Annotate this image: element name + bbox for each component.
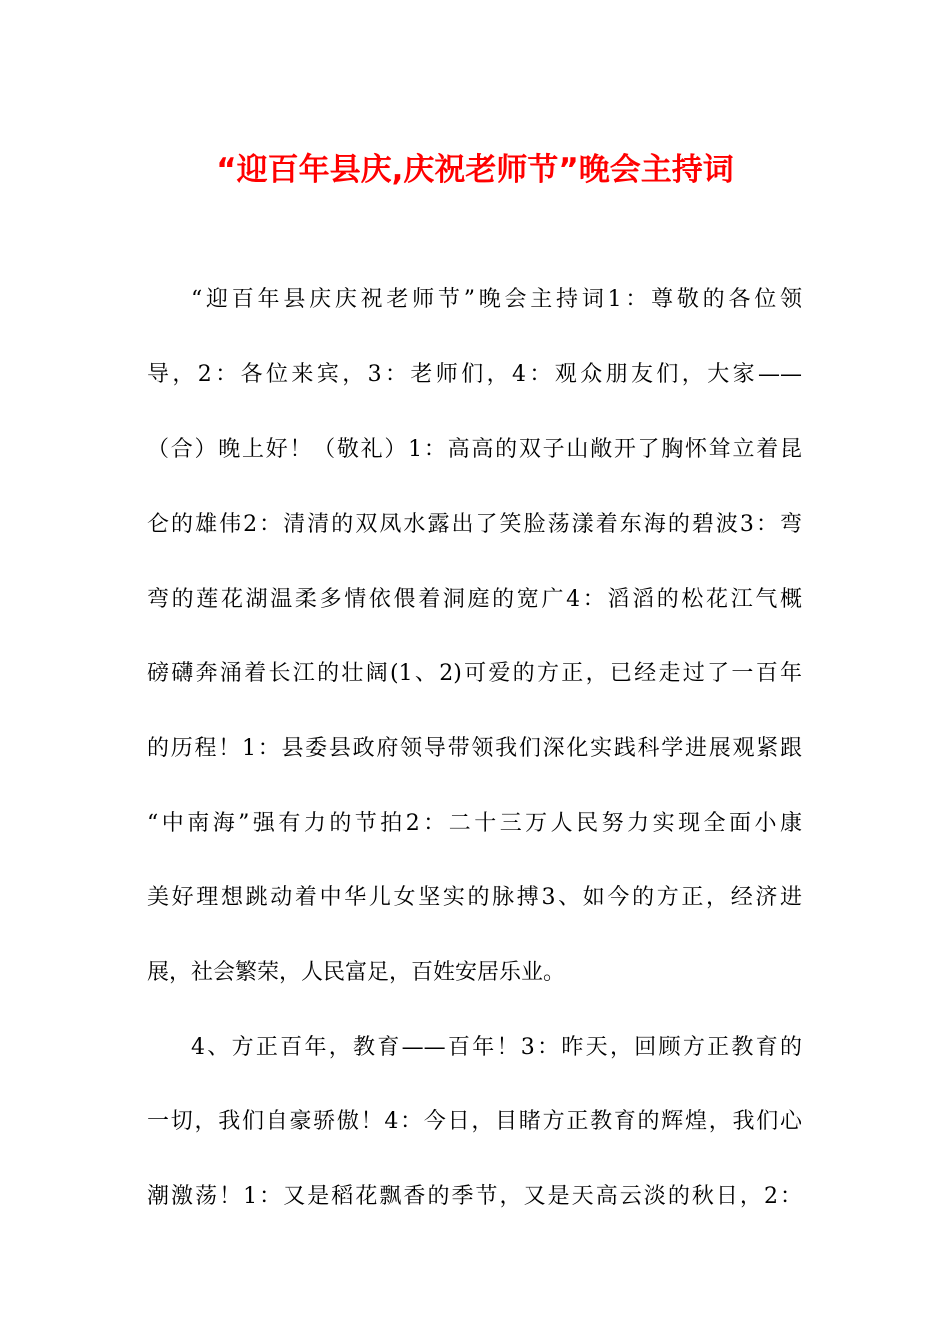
body-line: 的历程！1：县委县政府领导带领我们深化实践科学进展观紧跟 bbox=[147, 736, 802, 761]
body-line: 导，2：各位来宾，3：老师们，4：观众朋友们，大家—— bbox=[147, 362, 802, 387]
body-line: 4、方正百年，教育——百年！3：昨天，回顾方正教育的 bbox=[191, 1035, 802, 1060]
body-line: 一切，我们自豪骄傲！4：今日，目睹方正教育的辉煌，我们心 bbox=[147, 1109, 802, 1134]
body-line: 展，社会繁荣，人民富足，百姓安居乐业。 bbox=[147, 960, 566, 985]
body-line: 美好理想跳动着中华儿女坚实的脉搏3、如今的方正，经济进 bbox=[147, 885, 802, 910]
body-line: “中南海”强有力的节拍2：二十三万人民努力实现全面小康 bbox=[147, 811, 802, 836]
body-line: 弯的莲花湖温柔多情依偎着洞庭的宽广4：滔滔的松花江气概 bbox=[147, 587, 802, 612]
body-line: 潮激荡！1：又是稻花飘香的季节，又是天高云淡的秋日，2： bbox=[147, 1184, 802, 1209]
body-line: 磅礴奔涌着长江的壮阔(1、2)可爱的方正，已经走过了一百年 bbox=[147, 661, 802, 686]
body-line: 仑的雄伟2：清清的双凤水露出了笑脸荡漾着东海的碧波3：弯 bbox=[147, 512, 802, 537]
body-line: （合）晚上好！（敬礼）1：高高的双子山敞开了胸怀耸立着昆 bbox=[147, 437, 802, 462]
document-title: “迎百年县庆,庆祝老师节”晚会主持词 bbox=[216, 152, 734, 188]
body-line: “迎百年县庆庆祝老师节”晚会主持词1：尊敬的各位领 bbox=[191, 287, 802, 312]
